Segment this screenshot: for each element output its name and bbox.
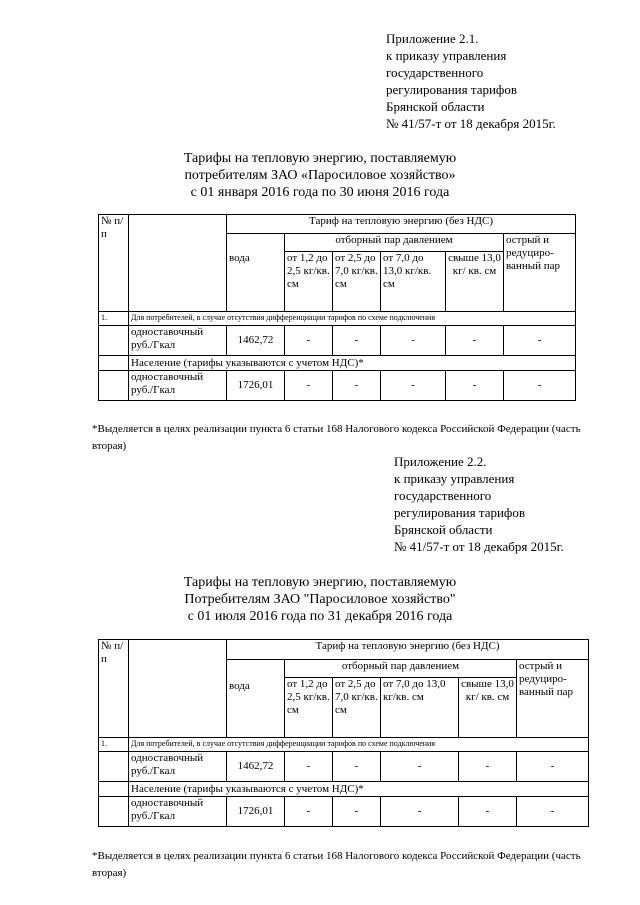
tariff-header: Тариф на тепловую энергию (без НДС) (227, 215, 576, 234)
col-water-header: вода (227, 660, 285, 738)
row-consumer-text: Для потребителей, в случае отсутствия дифференциации тарифов по схеме подключения (129, 738, 589, 752)
dash-cell: - (333, 326, 381, 356)
empty-cell (99, 356, 129, 371)
document-title-1 (0, 150, 640, 201)
dash-cell: - (381, 371, 446, 401)
empty-cell (99, 797, 129, 827)
population-row: Население (тарифы указываются с учетом НДС)* (129, 356, 576, 371)
dash-cell: - (459, 797, 517, 827)
tariff-table-2 (98, 639, 589, 827)
appendix-line: к приказу управления (394, 471, 515, 486)
dash-cell: - (459, 752, 517, 782)
dash-cell: - (517, 797, 589, 827)
appendix-line: государственного (394, 488, 492, 503)
col-pressure-1: от 1,2 до 2,5 кг/кв. см (285, 252, 333, 312)
col-pressure-2: от 2,5 до 7,0 кг/кв. см (333, 252, 381, 312)
title-line: Потребителям ЗАО "Паросиловое хозяйство" (184, 592, 456, 607)
col-num-header: № п/п (99, 215, 129, 312)
tariff-table-1 (98, 214, 576, 401)
empty-cell (99, 782, 129, 797)
rate-value: 1726,01 (227, 797, 285, 827)
appendix-line: к приказу управления (386, 48, 507, 63)
col-water-header: вода (227, 234, 285, 312)
dash-cell: - (333, 752, 381, 782)
dash-cell: - (517, 752, 589, 782)
dash-cell: - (446, 371, 504, 401)
dash-cell: - (333, 797, 381, 827)
tariff-header: Тариф на тепловую энергию (без НДС) (227, 640, 589, 660)
dash-cell: - (333, 371, 381, 401)
rate-label: одноставочный руб./Гкал (129, 797, 227, 827)
appendix-line: № 41/57-т от 18 декабря 2015г. (394, 539, 564, 554)
title-line: с 01 января 2016 года по 30 июня 2016 года (190, 185, 450, 200)
rate-label: одноставочный руб./Гкал (129, 752, 227, 782)
title-line: Тарифы на тепловую энергию, поставляемую (183, 151, 457, 166)
dash-cell: - (285, 326, 333, 356)
document-title-2 (0, 574, 640, 625)
dash-cell: - (285, 797, 333, 827)
appendix-line: № 41/57-т от 18 декабря 2015г. (386, 116, 556, 131)
dash-cell: - (504, 371, 576, 401)
footnote-1: *Выделяется в целях реализации пункта 6 статьи 168 Налогового кодекса Российской Федерации (часть вторая) (92, 423, 581, 452)
appendix-line: Брянской области (394, 522, 493, 537)
col-pressure-2: от 2,5 до 7,0 кг/кв. см (333, 678, 381, 738)
dash-cell: - (285, 371, 333, 401)
appendix-line: Брянской области (386, 99, 485, 114)
col-pressure-4: свыше 13,0 кг/ кв. см (446, 252, 504, 312)
dash-cell: - (446, 326, 504, 356)
dash-cell: - (285, 752, 333, 782)
col-pressure-3: от 7,0 до 13,0 кг/кв. см (381, 678, 459, 738)
appendix-line: Приложение 2.2. (394, 454, 487, 469)
steam-group-header: отборный пар давлением (285, 234, 504, 252)
appendix-line: Приложение 2.1. (386, 31, 479, 46)
row-number: 1. (99, 312, 129, 326)
footnote-2: *Выделяется в целях реализации пункта 6 статьи 168 Налогового кодекса Российской Федерации (часть вторая) (92, 850, 581, 879)
row-consumer-text: Для потребителей, в случае отсутствия дифференциации тарифов по схеме подключения (129, 312, 576, 326)
appendix-line: регулирования тарифов (386, 82, 517, 97)
col-pressure-4: свыше 13,0 кг/ кв. см (459, 678, 517, 738)
dash-cell: - (381, 326, 446, 356)
empty-header-cell (129, 640, 227, 738)
rate-value: 1462,72 (227, 752, 285, 782)
rate-value: 1462,72 (227, 326, 285, 356)
col-num-header: № п/п (99, 640, 129, 738)
steam-group-header: отборный пар давлением (285, 660, 517, 678)
title-line: Тарифы на тепловую энергию, поставляемую (183, 575, 457, 590)
rate-value: 1726,01 (227, 371, 285, 401)
title-line: с 01 июля 2016 года по 31 декабря 2016 года (187, 609, 453, 624)
empty-cell (99, 371, 129, 401)
dash-cell: - (504, 326, 576, 356)
empty-cell (99, 326, 129, 356)
col-sharp-steam-header: острый и редуциро-ванный пар (517, 660, 589, 738)
dash-cell: - (381, 752, 459, 782)
col-pressure-3: от 7,0 до 13,0 кг/кв. см (381, 252, 446, 312)
empty-header-cell (129, 215, 227, 312)
appendix-line: государственного (386, 65, 484, 80)
rate-label: одноставочный руб./Гкал (129, 371, 227, 401)
row-number: 1. (99, 738, 129, 752)
col-sharp-steam-header: острый и редуциро-ванный пар (504, 234, 576, 312)
empty-cell (99, 752, 129, 782)
appendix-block-2 (394, 453, 564, 555)
dash-cell: - (381, 797, 459, 827)
appendix-line: регулирования тарифов (394, 505, 525, 520)
population-row: Население (тарифы указываются с учетом НДС)* (129, 782, 589, 797)
col-pressure-1: от 1,2 до 2,5 кг/кв. см (285, 678, 333, 738)
rate-label: одноставочный руб./Гкал (129, 326, 227, 356)
appendix-block-1 (386, 30, 556, 132)
title-line: потребителям ЗАО «Паросиловое хозяйство» (184, 168, 456, 183)
